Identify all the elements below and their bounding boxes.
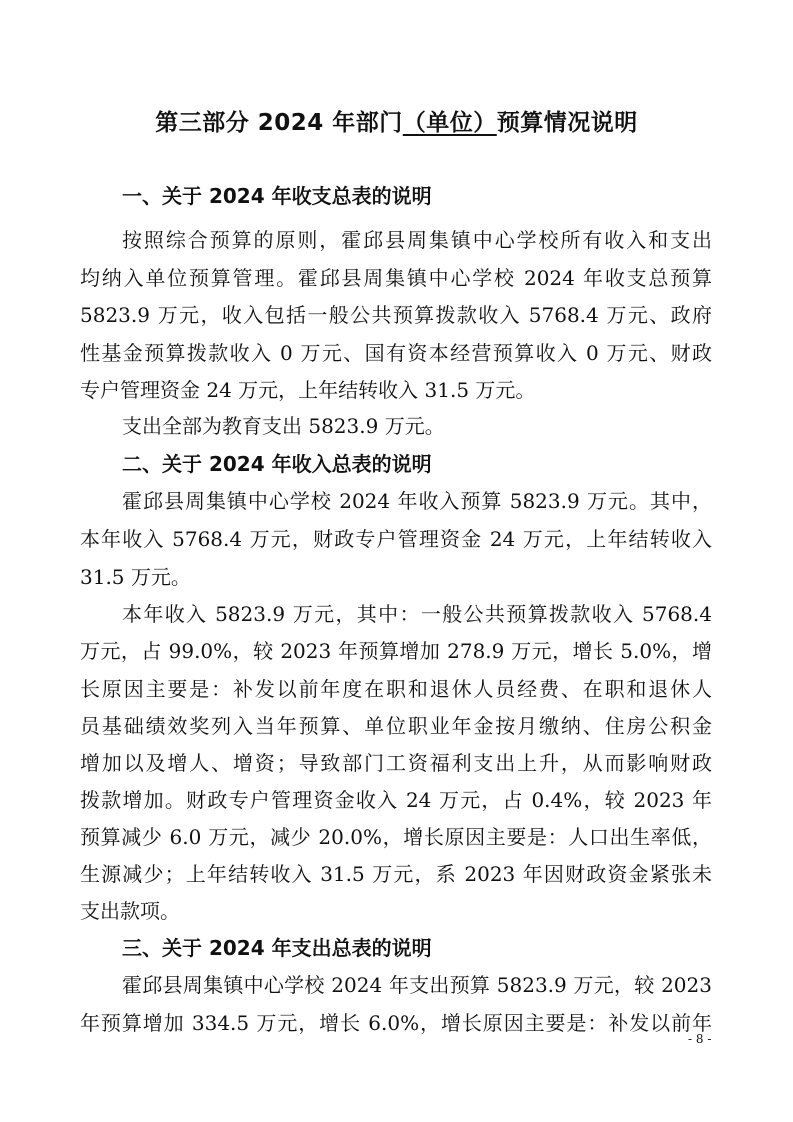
paragraph-line: 均纳入单位预算管理。霍邱县周集镇中心学校 2024 年收支总预算 xyxy=(80,266,712,290)
paragraph-line: 本年收入 5823.9 万元，其中：一般公共预算拨款收入 5768.4 xyxy=(122,602,712,626)
paragraph-line: 支出全部为教育支出 5823.9 万元。 xyxy=(122,414,445,438)
section-heading-1: 一、关于 2024 年收支总表的说明 xyxy=(122,184,432,208)
paragraph-line: 拨款增加。财政专户管理资金收入 24 万元，占 0.4%，较 2023 年 xyxy=(80,788,712,812)
paragraph-line: 增加以及增人、增资；导致部门工资福利支出上升，从而影响财政 xyxy=(80,751,712,775)
title-part-3: 预算情况说明 xyxy=(496,110,638,136)
paragraph-line: 31.5 万元。 xyxy=(80,565,191,589)
paragraph-line: 万元，占 99.0%，较 2023 年预算增加 278.9 万元，增长 5.0%，增 xyxy=(80,639,712,663)
paragraph-line: 按照综合预算的原则，霍邱县周集镇中心学校所有收入和支出 xyxy=(122,228,712,252)
paragraph-line: 预算减少 6.0 万元，减少 20.0%，增长原因主要是：人口出生率低， xyxy=(80,825,712,849)
paragraph-line: 支出款项。 xyxy=(80,899,180,923)
paragraph-line: 年预算增加 334.5 万元，增长 6.0%，增长原因主要是：补发以前年 xyxy=(80,1011,712,1035)
page-number: - 8 - xyxy=(688,1032,712,1046)
paragraph-line: 性基金预算拨款收入 0 万元、国有资本经营预算收入 0 万元、财政 xyxy=(80,341,712,365)
paragraph-line: 霍邱县周集镇中心学校 2024 年支出预算 5823.9 万元，较 2023 xyxy=(122,973,712,997)
title-part-2: （单位） xyxy=(402,110,497,136)
paragraph-line: 员基础绩效奖列入当年预算、单位职业年金按月缴纳、住房公积金 xyxy=(80,714,712,738)
section-heading-3: 三、关于 2024 年支出总表的说明 xyxy=(122,936,432,960)
title-part-1: 第三部分 2024 年部门 xyxy=(155,110,403,136)
page-title xyxy=(0,104,793,137)
paragraph-line: 专户管理资金 24 万元，上年结转收入 31.5 万元。 xyxy=(80,378,536,402)
paragraph-line: 霍邱县周集镇中心学校 2024 年收入预算 5823.9 万元。其中， xyxy=(122,489,712,513)
paragraph-line: 本年收入 5768.4 万元，财政专户管理资金 24 万元，上年结转收入 xyxy=(80,527,712,551)
paragraph-line: 长原因主要是：补发以前年度在职和退休人员经费、在职和退休人 xyxy=(80,677,712,701)
section-heading-2: 二、关于 2024 年收入总表的说明 xyxy=(122,452,432,476)
paragraph-line: 生源减少；上年结转收入 31.5 万元，系 2023 年因财政资金紧张未 xyxy=(80,862,712,886)
paragraph-line: 5823.9 万元，收入包括一般公共预算拨款收入 5768.4 万元、政府 xyxy=(80,303,712,327)
